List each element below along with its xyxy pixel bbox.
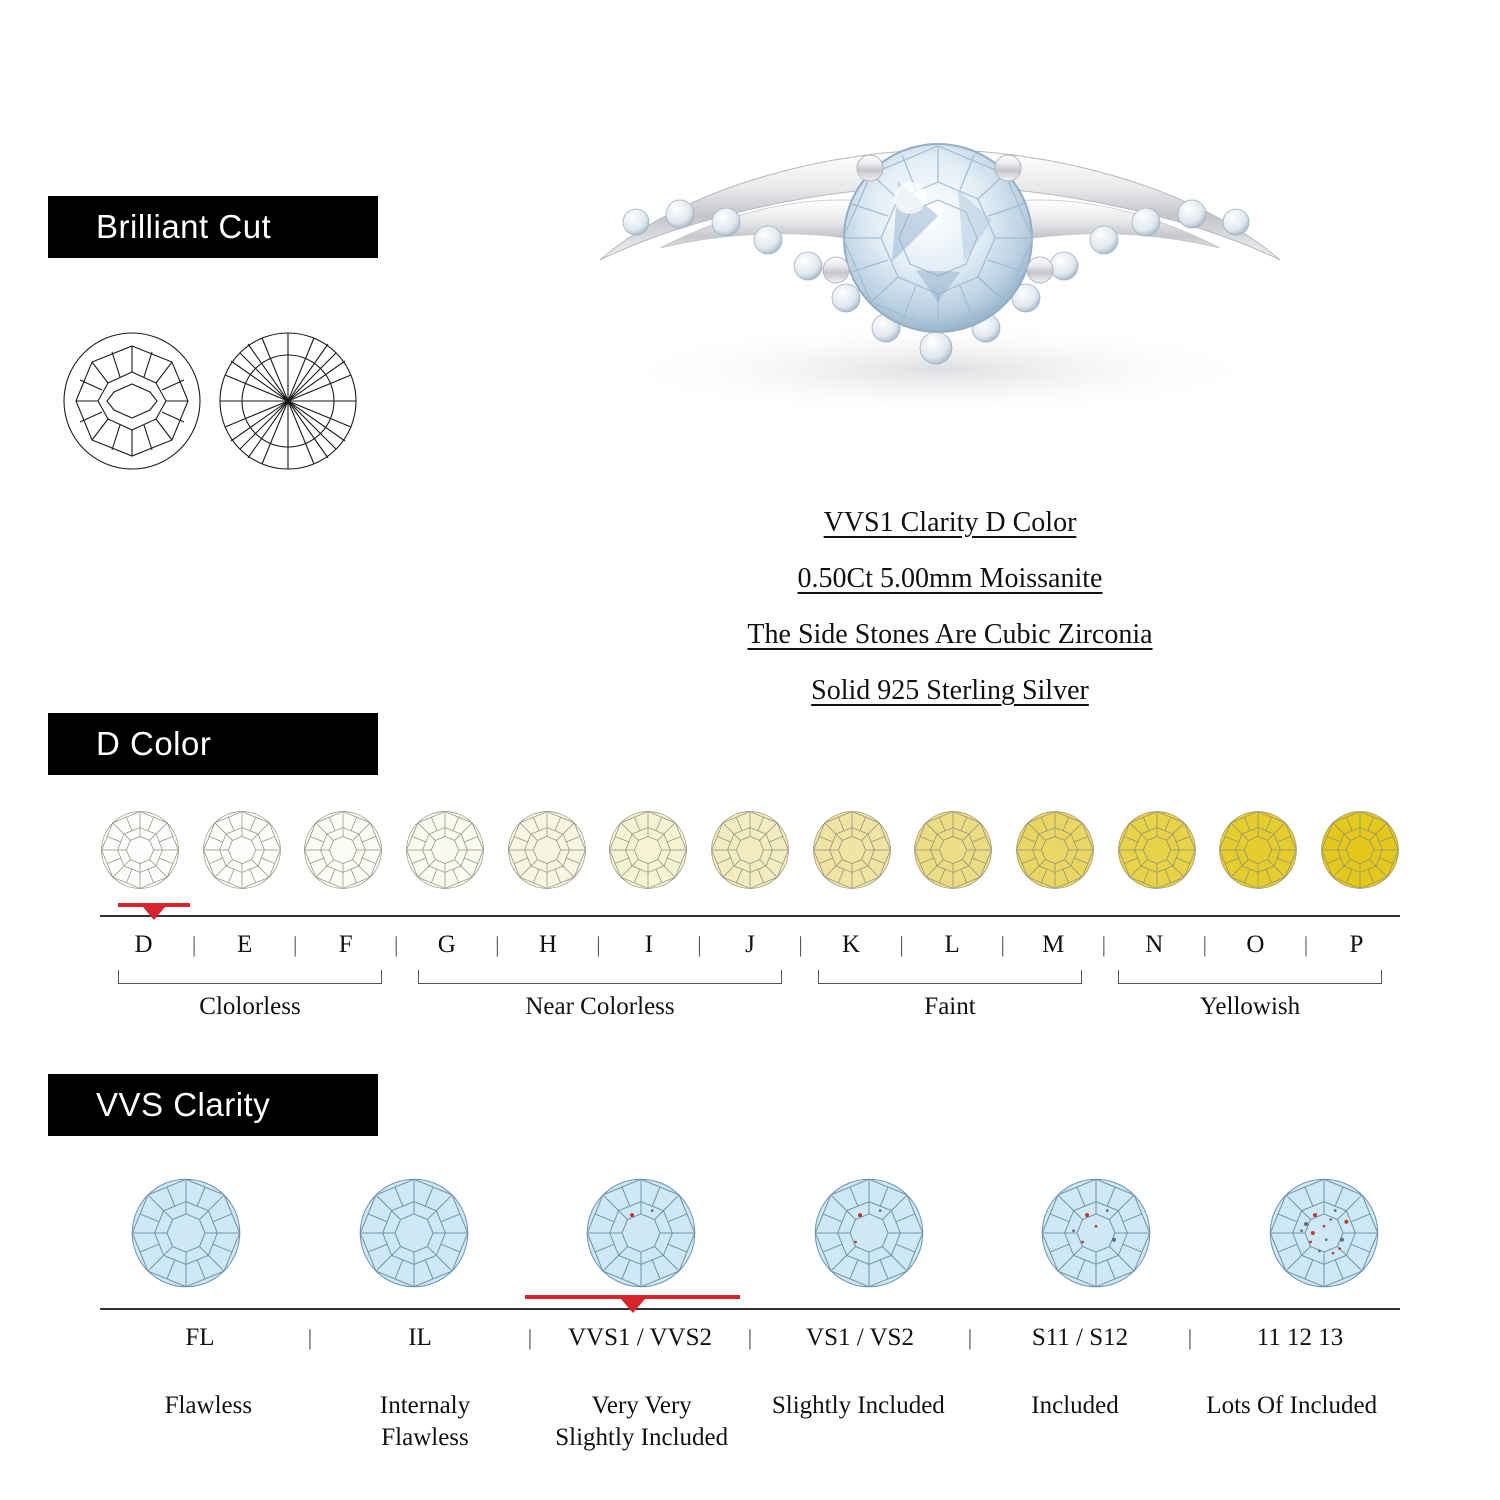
clarity-code: FL [185,1324,215,1351]
color-grade-separator: | [899,932,904,957]
color-gem-J [710,810,790,890]
color-grade-separator: | [394,932,399,957]
color-grade-K: K [842,931,861,958]
clarity-selected-marker [525,1295,740,1313]
color-gem-G [405,810,485,890]
clarity-gem-1 [358,1177,470,1289]
clarity-code: 11 12 13 [1256,1324,1344,1351]
clarity-code: VS1 / VS2 [806,1324,914,1351]
color-grade-N: N [1145,931,1164,958]
color-gem-P [1320,810,1400,890]
clarity-code-separator: | [527,1325,533,1350]
color-group-label: Yellowish [1199,993,1301,1020]
color-gem-N [1117,810,1197,890]
color-grade-L: L [944,931,960,958]
color-grade-O: O [1246,931,1265,958]
clarity-code-separator: | [747,1325,753,1350]
color-group-bracket [418,970,782,984]
color-grade-letters [100,925,1400,965]
product-spec-list [600,495,1300,719]
spec-line: The Side Stones Are Cubic Zirconia [747,619,1153,650]
color-grade-F: F [338,931,353,958]
color-grade-I: I [644,931,654,958]
color-grade-H: H [538,931,557,958]
clarity-description: Flawless [164,1392,253,1419]
clarity-code-separator: | [967,1325,973,1350]
color-gem-K [812,810,892,890]
color-gem-O [1218,810,1298,890]
color-grade-separator: | [798,932,803,957]
color-group-label: Faint [924,993,976,1020]
section-label-d-color [48,713,378,775]
clarity-gem-4 [1040,1177,1152,1289]
color-group-bracket [118,970,382,984]
section-label-vvs-clarity [48,1074,378,1136]
clarity-grade-scale [0,1175,1500,1485]
clarity-description: Internaly Flawless [379,1392,471,1451]
color-gem-I [608,810,688,890]
clarity-code: VVS1 / VVS2 [567,1324,713,1351]
clarity-description-row [100,1390,1400,1470]
clarity-description: Included [1031,1392,1119,1419]
color-group-label: Clolorless [199,993,301,1020]
clarity-code-separator: | [307,1325,313,1350]
clarity-gem-2 [585,1177,697,1289]
spec-line: VVS1 Clarity D Color [823,507,1077,538]
clarity-gem-3 [813,1177,925,1289]
color-group-bracket [818,970,1082,984]
color-grade-scale [0,805,1500,1045]
color-axis-line [100,915,1400,917]
brilliant-cut-diagrams [60,326,360,476]
clarity-code: IL [408,1324,432,1351]
section-label-brilliant-cut [48,196,378,258]
clarity-gem-5 [1268,1177,1380,1289]
color-grade-D: D [134,931,153,958]
color-grade-separator: | [1101,932,1106,957]
color-grade-separator: | [1303,932,1309,957]
color-grade-E: E [236,931,253,958]
color-gem-M [1015,810,1095,890]
clarity-gem-0 [130,1177,242,1289]
spec-line: 0.50Ct 5.00mm Moissanite [797,563,1103,594]
diamond-crown-view-icon [64,333,200,469]
section-label-text: Brilliant Cut [96,208,272,245]
clarity-code-row [100,1318,1400,1358]
color-group-labels [100,993,1400,1033]
color-gem-F [303,810,383,890]
color-gem-row [100,805,1400,895]
clarity-description: Lots Of Included [1206,1392,1378,1419]
clarity-description: Slightly Included [771,1392,945,1419]
color-gem-L [913,810,993,890]
color-gem-H [507,810,587,890]
color-grade-separator: | [191,932,197,957]
color-group-bracket [1118,970,1382,984]
color-gem-D [100,810,180,890]
color-grade-J: J [745,931,755,958]
color-gem-E [202,810,282,890]
clarity-code-separator: | [1187,1325,1193,1350]
color-grade-separator: | [1202,932,1208,957]
clarity-code: S11 / S12 [1031,1324,1129,1351]
clarity-gem-row [130,1175,1380,1290]
color-grade-separator: | [697,932,702,957]
section-label-text: VVS Clarity [96,1086,271,1123]
spec-line: Solid 925 Sterling Silver [811,675,1089,706]
clarity-description: Very Very Slightly Included [555,1392,729,1451]
color-grade-separator: | [1000,932,1005,957]
clarity-axis-line [100,1308,1400,1310]
color-grade-M: M [1042,931,1065,958]
color-selected-marker [118,903,190,919]
color-grade-P: P [1349,931,1364,958]
color-grade-separator: | [596,932,601,957]
diamond-pavilion-view-icon [220,333,356,469]
ring-product-photo [540,120,1320,450]
color-grade-G: G [437,931,456,958]
color-grade-separator: | [495,932,500,957]
color-grade-separator: | [292,932,298,957]
color-group-label: Near Colorless [525,993,675,1020]
section-label-text: D Color [96,725,212,762]
